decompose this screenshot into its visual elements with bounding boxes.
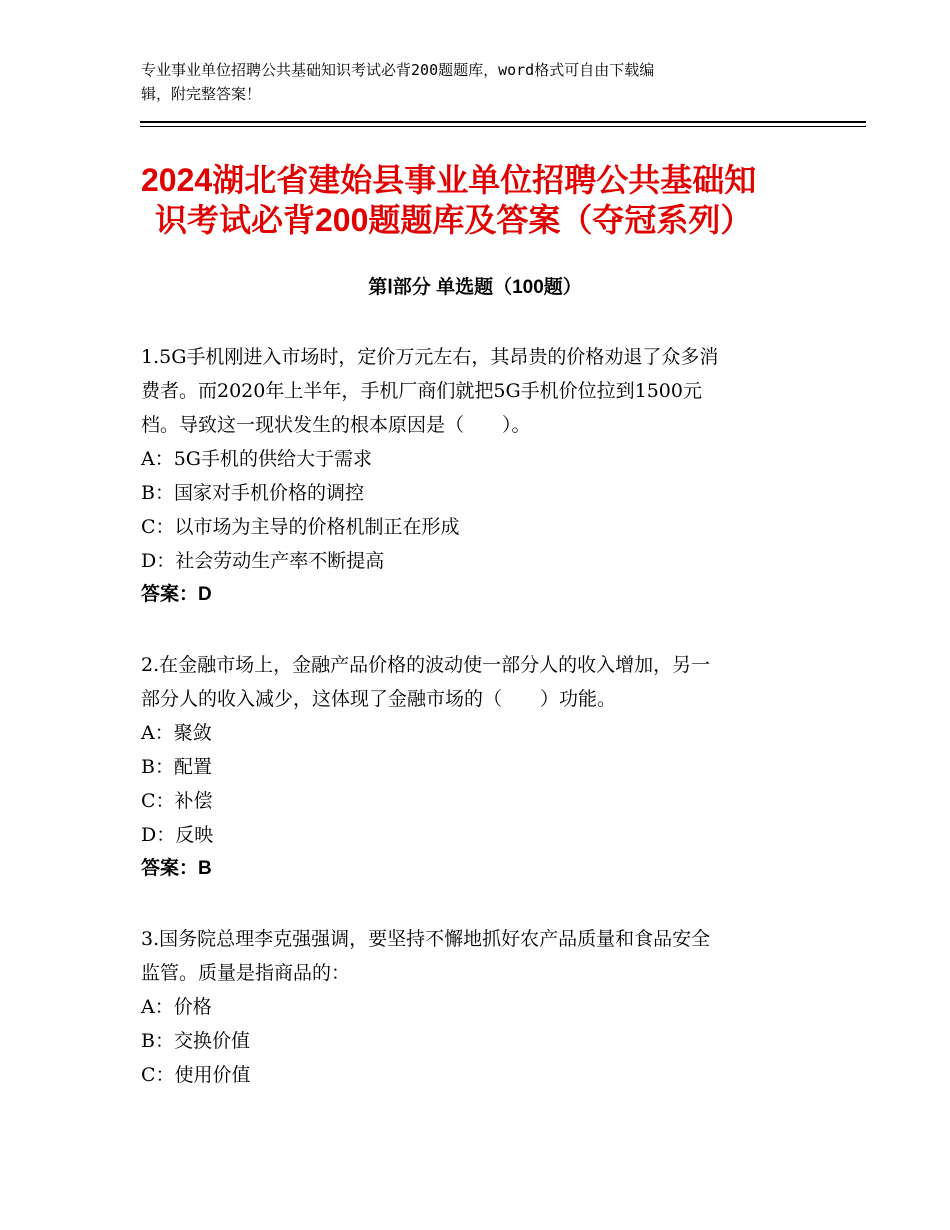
option-b: B：国家对手机价格的调控 — [141, 482, 364, 504]
document-title — [141, 160, 811, 240]
option-d: D：反映 — [141, 824, 214, 846]
header-note — [141, 58, 791, 106]
option-c: C：补偿 — [141, 790, 213, 812]
question-stem-line: 1.5G手机刚进入市场时，定价万元左右，其昂贵的价格劝退了众多消 — [141, 346, 719, 368]
question-stem-line: 3.国务院总理李克强强调，要坚持不懈地抓好农产品质量和食品安全 — [141, 928, 711, 950]
question-1 — [141, 340, 811, 612]
answer: 答案：D — [141, 584, 212, 605]
option-a: A：5G手机的供给大于需求 — [141, 448, 372, 470]
option-d: D：社会劳动生产率不断提高 — [141, 550, 385, 572]
answer: 答案：B — [141, 858, 212, 879]
option-c: C：以市场为主导的价格机制正在形成 — [141, 516, 460, 538]
header-rule-thin — [140, 126, 866, 127]
option-c: C：使用价值 — [141, 1064, 251, 1086]
header-note-line: 专业事业单位招聘公共基础知识考试必背200题题库，word格式可自由下载编 — [141, 61, 655, 79]
question-stem-line: 费者。而2020年上半年，手机厂商们就把5G手机价位拉到1500元 — [141, 380, 702, 402]
question-2 — [141, 648, 811, 886]
question-stem-line: 2.在金融市场上，金融产品价格的波动使一部分人的收入增加，另一 — [141, 654, 711, 676]
header-rule-thick — [140, 121, 866, 123]
question-stem-line: 监管。质量是指商品的： — [141, 962, 351, 984]
option-b: B：交换价值 — [141, 1030, 250, 1052]
question-3 — [141, 922, 811, 1092]
question-stem-line: 部分人的收入减少，这体现了金融市场的（ ）功能。 — [141, 688, 617, 710]
option-b: B：配置 — [141, 756, 212, 778]
section-title: 第Ⅰ部分 单选题（100题） — [368, 277, 582, 298]
option-a: A：聚敛 — [141, 722, 212, 744]
title-line: 2024湖北省建始县事业单位招聘公共基础知 — [141, 162, 757, 198]
header-note-line: 辑，附完整答案！ — [141, 85, 262, 103]
option-a: A：价格 — [141, 996, 212, 1018]
title-line: 识考试必背200题题库及答案（夺冠系列） — [155, 202, 753, 238]
question-stem-line: 档。导致这一现状发生的根本原因是（ ）。 — [141, 414, 531, 436]
